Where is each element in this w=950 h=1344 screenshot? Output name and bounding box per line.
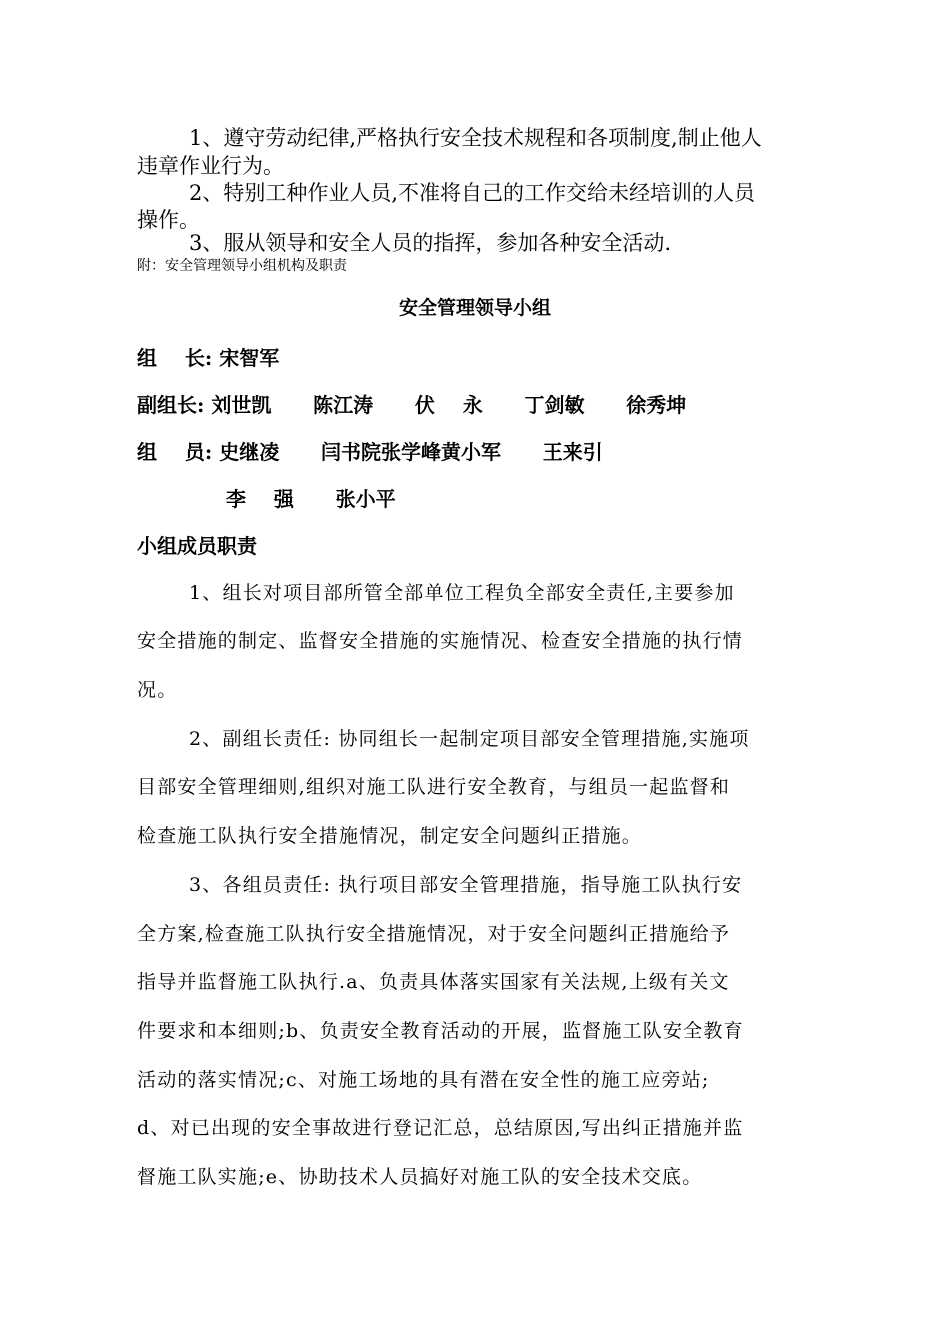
intro-line-5: 3、服从领导和安全人员的指挥，参加各种安全活动. [189,231,672,255]
duty-line: 督施工队实施;e、协助技术人员搞好对施工队的安全技术交底。 [137,1166,703,1188]
duty-line: 2、副组长责任: 协同组长一起制定项目部安全管理措施,实施项 [189,728,750,750]
roster-leader: 组 长: 宋智军 [137,346,280,370]
duty-line: 3、各组员责任: 执行项目部安全管理措施，指导施工队执行安 [189,874,743,896]
appendix-note: 附：安全管理领导小组机构及职责 [137,258,347,274]
intro-line-1: 1、遵守劳动纪律,严格执行安全技术规程和各项制度,制止他人 [189,126,762,150]
duty-line: 指导并监督施工队执行.a、负责具体落实国家有关法规,上级有关文 [137,971,730,993]
duty-line: 目部安全管理细则,组织对施工队进行安全教育，与组员一起监督和 [137,776,731,798]
duties-heading: 小组成员职责 [137,534,257,558]
duty-line: 况。 [137,679,178,701]
group-title: 安全管理领导小组 [398,297,551,319]
duty-line: 检查施工队执行安全措施情况，制定安全问题纠正措施。 [137,825,643,847]
duty-line: 安全措施的制定、监督安全措施的实施情况、检查安全措施的执行情 [137,630,744,652]
intro-line-2: 违章作业行为。 [137,154,284,178]
roster-members-1: 组 员: 史继凌 闫书院张学峰黄小军 王来引 [137,440,603,464]
duty-line: 活动的落实情况;c、对施工场地的具有潜在安全性的施工应旁站; [137,1069,710,1091]
duty-line: 1、组长对项目部所管全部单位工程负全部安全责任,主要参加 [189,582,735,604]
intro-line-3: 2、特别工种作业人员,不准将自己的工作交给未经培训的人员 [189,181,756,205]
duty-line: 件要求和本细则;b、负责安全教育活动的开展，监督施工队安全教育 [137,1020,744,1042]
duty-line: 全方案,检查施工队执行安全措施情况，对于安全问题纠正措施给予 [137,923,731,945]
roster-members-2: 李 强 张小平 [226,487,396,511]
duty-line: d、对已出现的安全事故进行登记汇总，总结原因,写出纠正措施并监 [137,1117,744,1139]
roster-deputy: 副组长: 刘世凯 陈江涛 伏 永 丁剑敏 徐秀坤 [137,393,687,417]
intro-line-4: 操作。 [137,208,200,232]
